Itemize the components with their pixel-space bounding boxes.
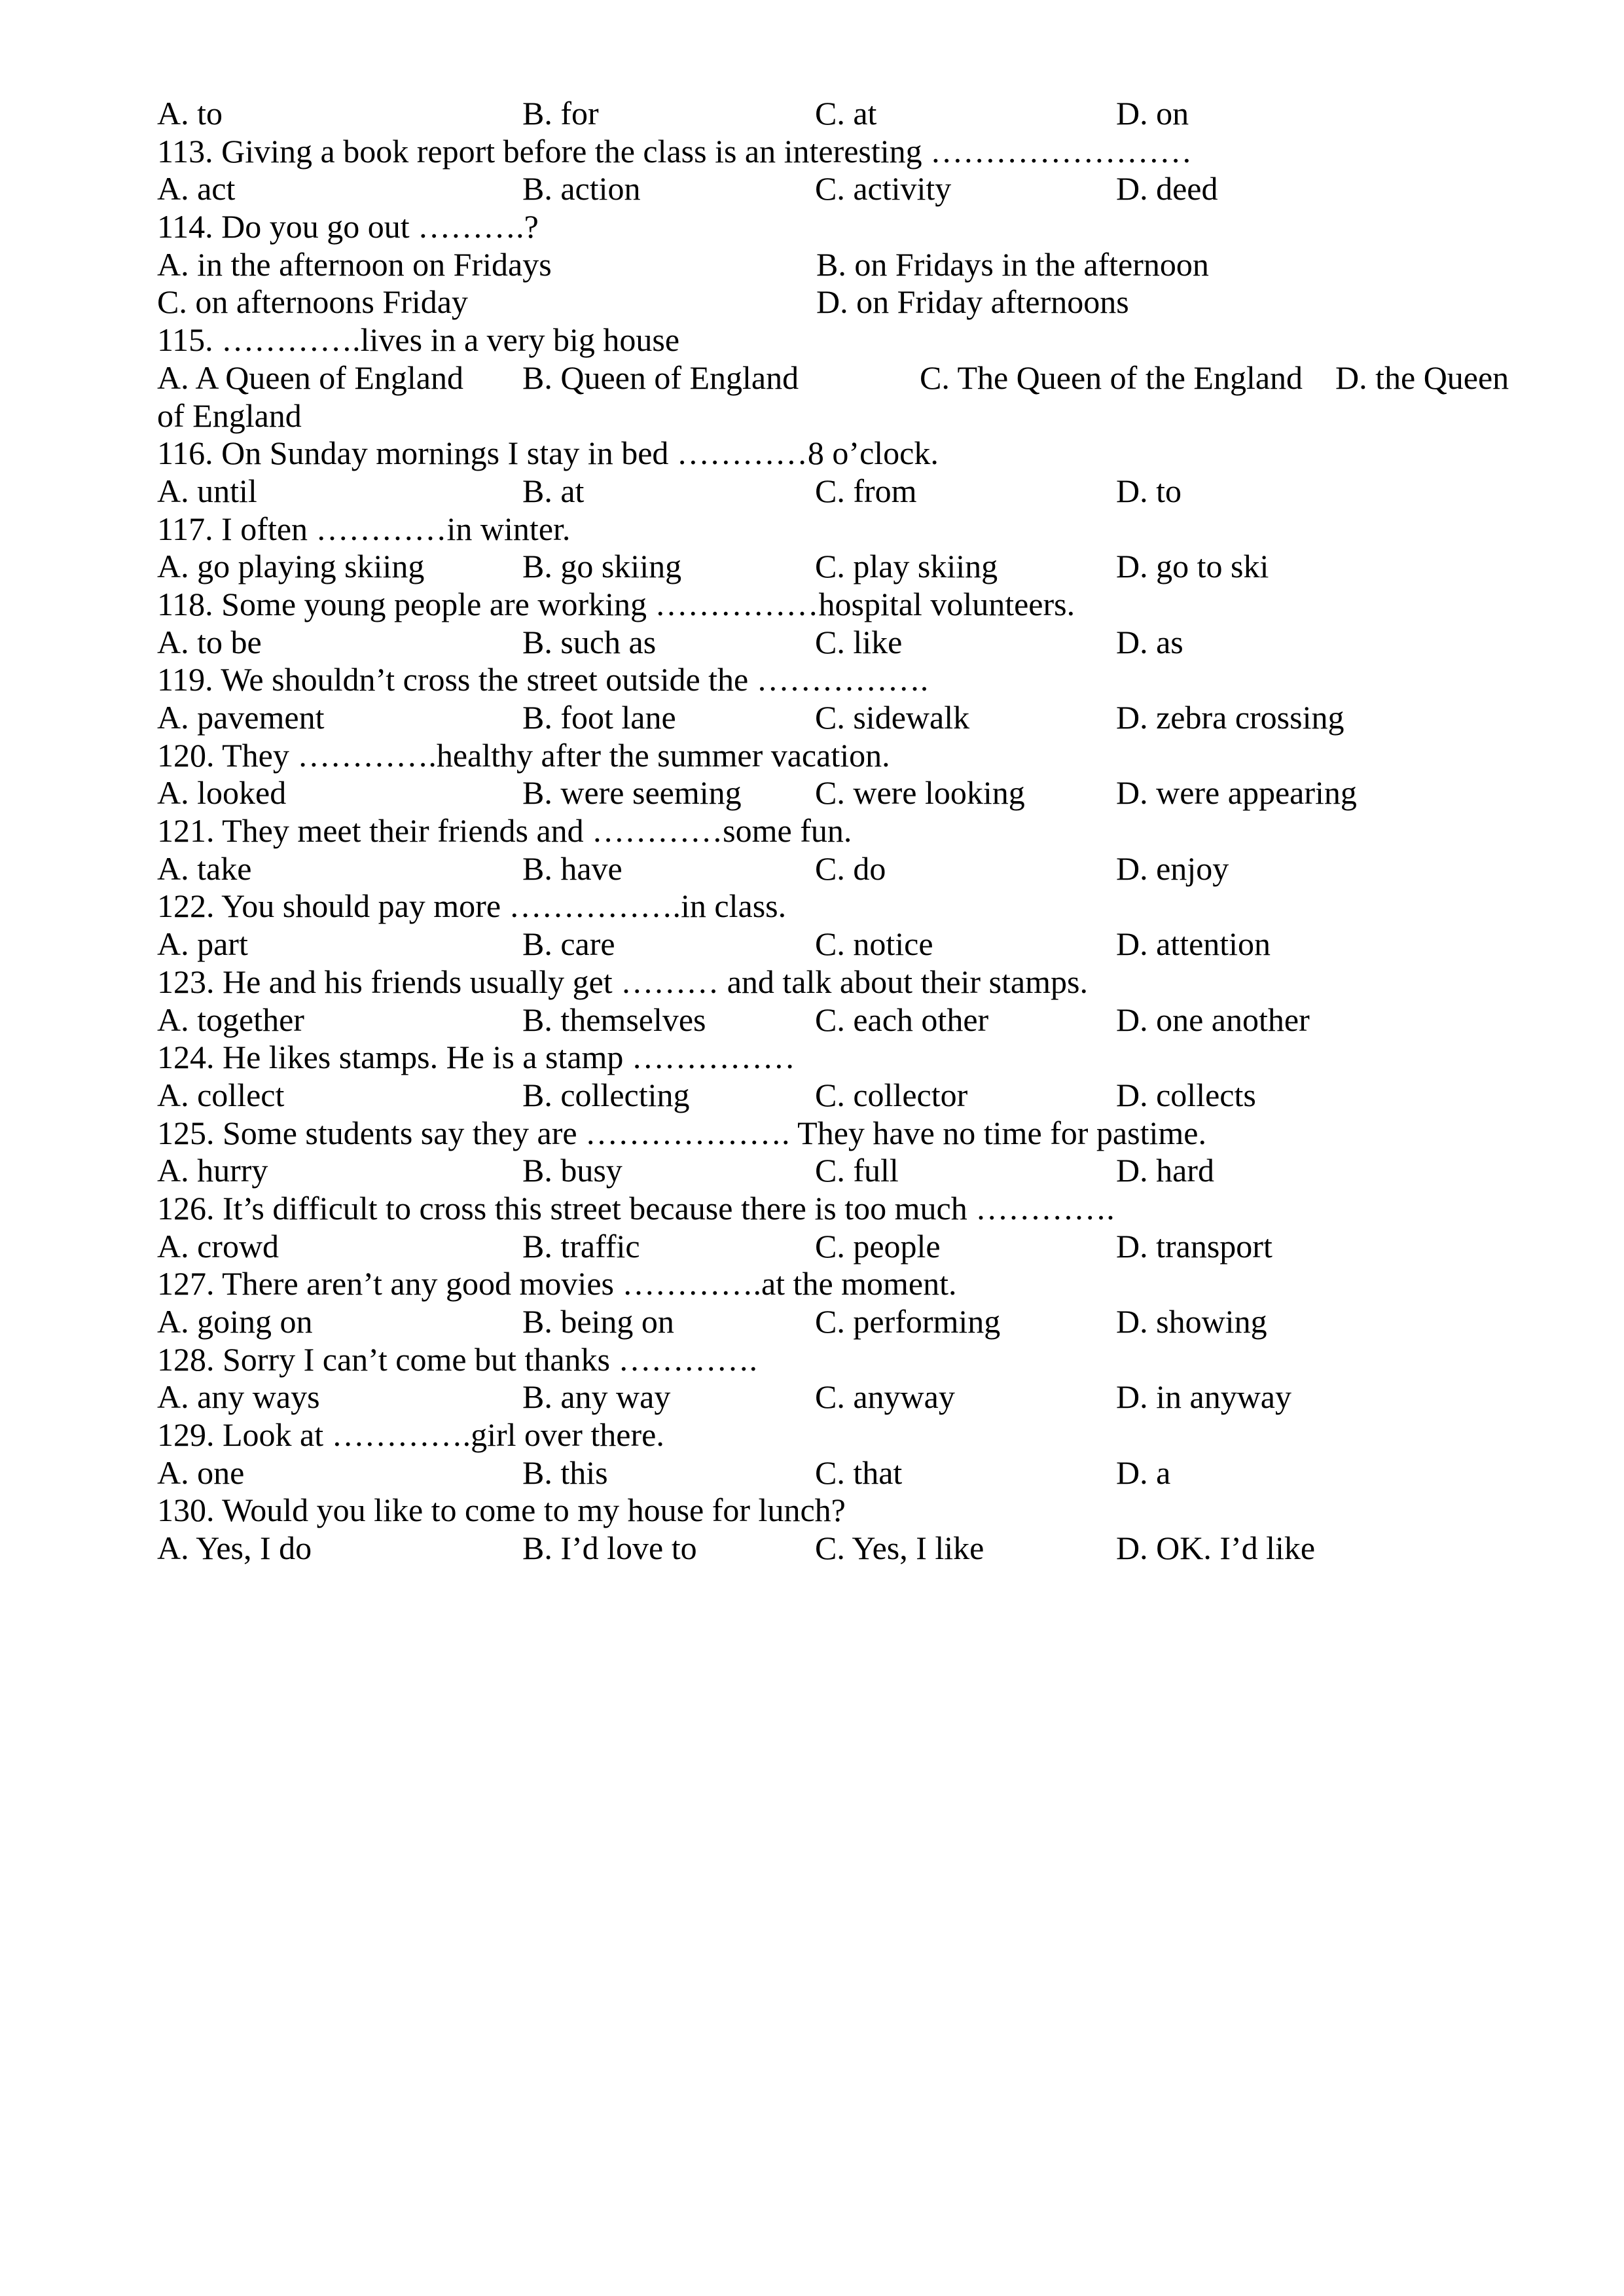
option-b: B. care	[522, 925, 615, 963]
question-text: 120. They ………….healthy after the summer vacation.	[157, 736, 890, 774]
question-line	[157, 1341, 1564, 1379]
option-a: A. looked	[157, 774, 287, 812]
question-line	[157, 397, 1564, 435]
option-b: B. busy	[522, 1152, 623, 1189]
question-line	[157, 1115, 1564, 1153]
options-row	[157, 548, 1564, 586]
question-text: 124. He likes stamps. He is a stamp ……………	[157, 1039, 795, 1076]
option-d: D. enjoy	[1116, 850, 1229, 887]
option-d: D. as	[1116, 623, 1183, 660]
options-row	[157, 774, 1564, 812]
option-a: A. in the afternoon on Fridays	[157, 245, 552, 283]
options-row	[157, 283, 1564, 321]
option-b: B. themselves	[522, 1001, 706, 1038]
option-c: C. from	[815, 472, 917, 509]
question-text: 129. Look at ………….girl over there.	[157, 1416, 664, 1454]
option-a: A. together	[157, 1001, 304, 1038]
option-c: C. Yes, I like	[815, 1530, 984, 1567]
option-d: D. deed	[1116, 170, 1218, 207]
option-a: A. A Queen of England	[157, 359, 463, 396]
question-text: 118. Some young people are working ……………hospital volunteers.	[157, 585, 1075, 622]
option-b: B. on Fridays in the afternoon	[816, 245, 1209, 283]
option-b: B. at	[522, 472, 585, 509]
question-text: 116. On Sunday mornings I stay in bed …………8 o’clock.	[157, 435, 939, 472]
option-c: C. people	[815, 1227, 941, 1265]
option-d: D. go to ski	[1116, 548, 1269, 585]
options-row	[157, 359, 1564, 397]
options-row	[157, 170, 1564, 208]
question-line	[157, 1492, 1564, 1530]
option-a: A. go playing skiing	[157, 548, 425, 585]
option-b: B. were seeming	[522, 774, 742, 812]
option-a: C. on afternoons Friday	[157, 283, 468, 321]
option-c: C. performing	[815, 1303, 1001, 1340]
options-row	[157, 95, 1564, 133]
option-a: A. hurry	[157, 1152, 268, 1189]
option-c: C. play skiing	[815, 548, 998, 585]
option-a: A. to be	[157, 623, 262, 660]
question-line	[157, 737, 1564, 775]
question-line	[157, 888, 1564, 925]
options-row	[157, 925, 1564, 963]
option-a: A. going on	[157, 1303, 313, 1340]
option-b: B. go skiing	[522, 548, 682, 585]
option-a: A. pavement	[157, 699, 325, 736]
question-line	[157, 1039, 1564, 1077]
option-a: A. crowd	[157, 1227, 280, 1265]
option-b: B. have	[522, 850, 623, 887]
option-a: A. take	[157, 850, 252, 887]
question-text: 113. Giving a book report before the class is an interesting ……………………	[157, 132, 1193, 170]
options-row	[157, 699, 1564, 737]
option-d: D. the Queen	[1335, 359, 1509, 396]
option-d: D. attention	[1116, 925, 1271, 963]
option-b: B. any way	[522, 1378, 671, 1416]
option-c: C. The Queen of the England	[920, 359, 1303, 396]
question-text: of England	[157, 397, 302, 434]
option-d: D. one another	[1116, 1001, 1310, 1038]
option-b: D. on Friday afternoons	[816, 283, 1129, 321]
question-line	[157, 133, 1564, 171]
question-text: 125. Some students say they are ………………. They have no time for pastime.	[157, 1114, 1206, 1151]
quiz-question-list	[157, 95, 1564, 1568]
question-line	[157, 963, 1564, 1001]
question-text: 117. I often …………in winter.	[157, 510, 571, 547]
options-row	[157, 473, 1564, 511]
option-b: B. such as	[522, 623, 657, 660]
option-c: C. each other	[815, 1001, 989, 1038]
option-d: D. in anyway	[1116, 1378, 1291, 1416]
options-row	[157, 1001, 1564, 1039]
option-d: D. collects	[1116, 1076, 1256, 1113]
options-row	[157, 1152, 1564, 1190]
options-row	[157, 1303, 1564, 1341]
question-line	[157, 1190, 1564, 1228]
options-row	[157, 1228, 1564, 1266]
option-a: A. until	[157, 472, 257, 509]
option-d: D. a	[1116, 1454, 1171, 1491]
question-line	[157, 321, 1564, 359]
options-row	[157, 850, 1564, 888]
option-c: C. that	[815, 1454, 903, 1491]
question-line	[157, 511, 1564, 548]
option-c: C. anyway	[815, 1378, 955, 1416]
question-text: 123. He and his friends usually get ……… and talk about their stamps.	[157, 963, 1088, 1000]
option-a: A. any ways	[157, 1378, 320, 1416]
question-text: 121. They meet their friends and …………some fun.	[157, 812, 852, 850]
question-line	[157, 586, 1564, 624]
option-c: C. were looking	[815, 774, 1025, 812]
option-b: B. traffic	[522, 1227, 640, 1265]
option-b: B. I’d love to	[522, 1530, 697, 1567]
question-text: 115. ………….lives in a very big house	[157, 321, 680, 359]
option-a: A. one	[157, 1454, 245, 1491]
question-line	[157, 208, 1564, 246]
option-a: A. to	[157, 95, 223, 132]
option-c: C. collector	[815, 1076, 968, 1113]
option-d: D. on	[1116, 95, 1189, 132]
option-a: A. Yes, I do	[157, 1530, 312, 1567]
option-b: B. action	[522, 170, 641, 207]
question-line	[157, 435, 1564, 473]
question-line	[157, 812, 1564, 850]
question-line	[157, 661, 1564, 699]
question-text: 126. It’s difficult to cross this street because there is too much ………….	[157, 1189, 1115, 1227]
option-b: B. Queen of England	[522, 359, 799, 396]
options-row	[157, 624, 1564, 662]
option-b: B. this	[522, 1454, 608, 1491]
question-text: 127. There aren’t any good movies ………….at the moment.	[157, 1265, 957, 1302]
option-b: B. foot lane	[522, 699, 676, 736]
option-d: D. showing	[1116, 1303, 1267, 1340]
option-a: A. part	[157, 925, 248, 963]
option-d: D. to	[1116, 472, 1182, 509]
option-c: C. notice	[815, 925, 933, 963]
option-d: D. OK. I’d like	[1116, 1530, 1316, 1567]
option-d: D. zebra crossing	[1116, 699, 1344, 736]
option-b: B. collecting	[522, 1076, 690, 1113]
option-b: B. being on	[522, 1303, 674, 1340]
question-text: 130. Would you like to come to my house for lunch?	[157, 1492, 846, 1529]
question-text: 119. We shouldn’t cross the street outside the …………….	[157, 661, 929, 698]
options-row	[157, 1378, 1564, 1416]
question-line	[157, 1416, 1564, 1454]
option-c: C. at	[815, 95, 877, 132]
option-d: D. were appearing	[1116, 774, 1357, 812]
option-c: C. sidewalk	[815, 699, 970, 736]
option-c: C. like	[815, 623, 903, 660]
options-row	[157, 1530, 1564, 1568]
question-text: 114. Do you go out ……….?	[157, 208, 539, 245]
options-row	[157, 1454, 1564, 1492]
question-text: 122. You should pay more …………….in class.	[157, 888, 787, 925]
option-b: B. for	[522, 95, 599, 132]
option-d: D. transport	[1116, 1227, 1272, 1265]
option-c: C. do	[815, 850, 886, 887]
question-line	[157, 1265, 1564, 1303]
options-row	[157, 246, 1564, 284]
option-c: C. full	[815, 1152, 899, 1189]
option-a: A. collect	[157, 1076, 285, 1113]
question-text: 128. Sorry I can’t come but thanks ………….	[157, 1340, 757, 1378]
option-d: D. hard	[1116, 1152, 1214, 1189]
options-row	[157, 1077, 1564, 1115]
option-a: A. act	[157, 170, 236, 207]
option-c: C. activity	[815, 170, 952, 207]
